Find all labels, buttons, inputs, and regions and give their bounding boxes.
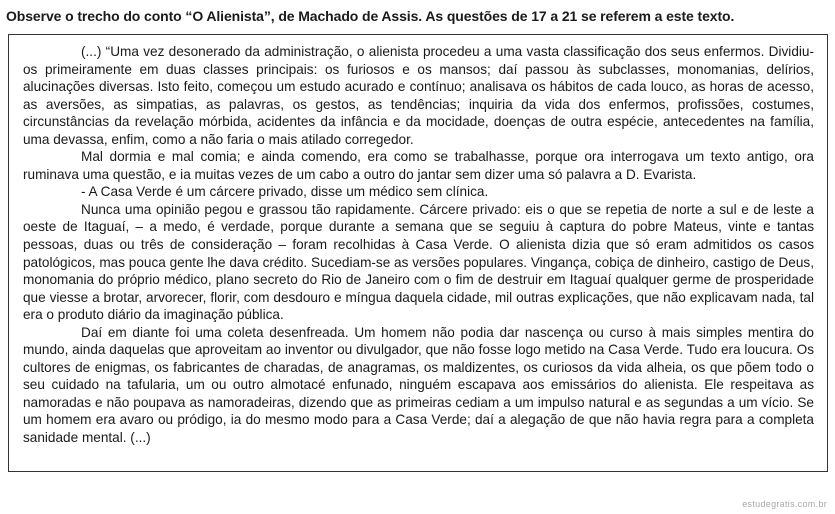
question-heading: Observe o trecho do conto “O Alienista”, de Machado de Assis. As questões de 17 a 21 se referem a este texto.	[6, 8, 735, 24]
site-watermark: estudegratis.com.br	[742, 499, 827, 509]
passage-box	[8, 34, 828, 472]
passage-paragraph-2: Mal dormia e mal comia; e ainda comendo, era como se trabalhasse, porque ora interrogava um texto antigo, ora ruminava uma questão, e ia muitas vezes de um cabo a outro do jantar sem dizer uma só palavra a D. Evarista.	[23, 149, 814, 182]
passage-paragraph-4: Nunca uma opinião pegou e grassou tão rapidamente. Cárcere privado: eis o que se repetia de norte a sul e de leste a oeste de Itaguaí, – a medo, é verdade, porque durante a semana que se seguiu à captura do pobre Mateus, vinte e tantas pessoas, duas ou três de consideração – foram recolhidas à Casa Verde. O alienista dizia que só eram admitidos os casos patológicos, mas pouca gente lhe dava crédito. Sucediam-se as versões populares. Vingança, cobiça de dinheiro, castigo de Deus, monomania do próprio médico, plano secreto do Rio de Janeiro com o fim de destruir em Itaguaí qualquer germe de prosperidade que viesse a brotar, arvorecer, florir, com desdouro e míngua daquela cidade, mil outras explicações, que não explicavam nada, tal era o produto diário da imaginação pública.	[23, 201, 814, 323]
passage-paragraph-3: - A Casa Verde é um cárcere privado, disse um médico sem clínica.	[81, 184, 489, 200]
passage-paragraph-5: Daí em diante foi uma coleta desenfreada. Um homem não podia dar nascença ou curso à mais simples mentira do mundo, ainda daquelas que aproveitam ao inventor ou divulgador, que não fosse logo metido na Casa Verde. Tudo era loucura. Os cultores de enigmas, os fabricantes de charadas, de anagramas, os maldizentes, os curiosos da vida alheia, os que põem todo o seu cuidado na tafularia, um ou outro almotacé enfunado, ninguém escapava aos emissários do alienista. Ele respeitava as namoradas e não poupava as namoradeiras, dizendo que as primeiras cediam a um impulso natural e as segundas a um vício. Se um homem era avaro ou pródigo, ia do mesmo modo para a Casa Verde; daí a alegação de que não havia regra para a completa sanidade mental. (...)	[23, 324, 814, 446]
passage-paragraph-1: (...) “Uma vez desonerado da administração, o alienista procedeu a uma vasta classificação dos seus enfermos. Dividiu-os primeiramente em duas classes principais: os furiosos e os mansos; daí passou às subclasses, monomanias, delírios, alucinações diversas. Isto feito, começou um estudo acurado e contínuo; analisava os hábitos de cada louco, as horas de acesso, as aversões, as simpatias, as palavras, os gestos, as tendências; inquiria da vida dos enfermos, profissões, costumes, circunstâncias da revelação mórbida, acidentes da infância e da mocidade, doenças de outra espécie, antecedentes na família, uma devassa, enfim, como a não faria o mais atilado corregedor.	[23, 44, 814, 147]
